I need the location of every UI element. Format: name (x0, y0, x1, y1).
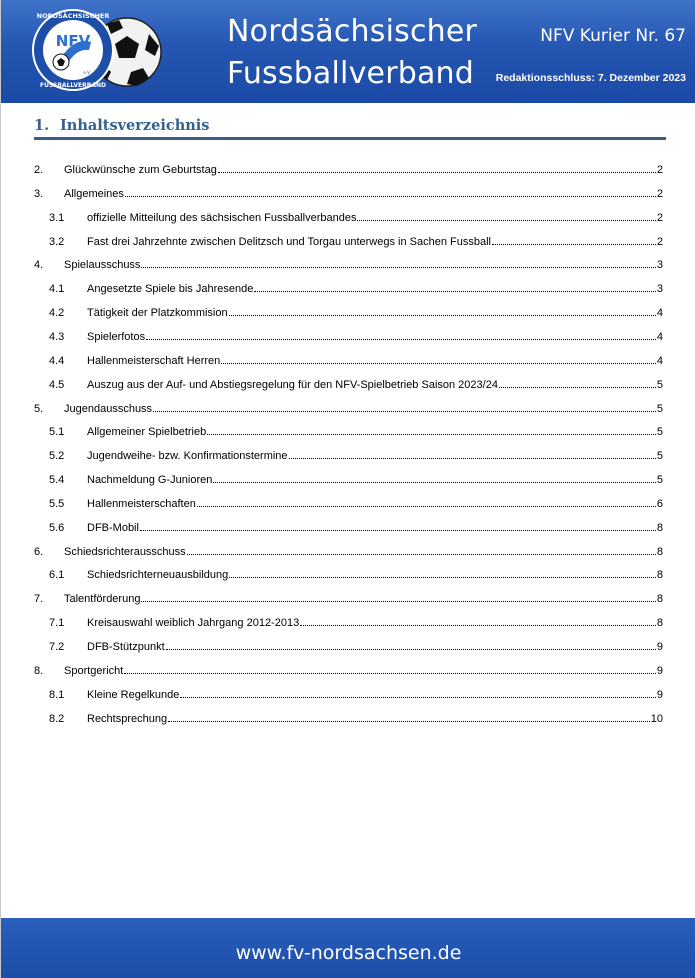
toc-heading (34, 117, 666, 140)
dot-leader (153, 411, 656, 412)
toc-entry-number: 5.2 (49, 450, 65, 462)
toc-entry-label: DFB-Stützpunkt (87, 641, 165, 653)
toc-entry-label: Schiedsrichterneuausbildung (87, 569, 229, 581)
toc-entry[interactable] (34, 160, 663, 176)
dot-leader (166, 649, 656, 650)
toc-entry-page: 2 (656, 212, 663, 224)
toc-entry-number: 8.2 (49, 713, 65, 725)
issue-number: NFV Kurier Nr. 67 (540, 26, 686, 46)
toc-entry-number: 8.1 (49, 689, 65, 701)
toc-entry-page: 6 (656, 498, 663, 510)
toc-entry[interactable] (34, 470, 663, 486)
toc-entry-page: 2 (656, 236, 663, 248)
toc-entry-number: 4. (34, 259, 44, 271)
dot-leader (499, 387, 656, 388)
toc-entry[interactable] (34, 494, 663, 510)
toc-entry-page: 4 (656, 331, 663, 343)
toc-entry-number: 3.1 (49, 212, 65, 224)
dot-leader (357, 220, 655, 221)
dot-leader (141, 267, 655, 268)
page-header (1, 0, 695, 103)
dot-leader (125, 196, 656, 197)
toc-entry[interactable] (34, 303, 663, 319)
toc-entry-number: 7. (34, 593, 44, 605)
toc-entry-label: Spielerfotos (87, 331, 146, 343)
toc-entry-page: 2 (656, 188, 663, 200)
svg-text:NORDSÄCHSISCHER: NORDSÄCHSISCHER (36, 12, 110, 20)
toc-heading-number: 1. (34, 117, 50, 134)
footer-website-link[interactable]: www.fv-nordsachsen.de (235, 942, 462, 964)
toc-entry-number: 7.1 (49, 617, 65, 629)
toc-entry[interactable] (34, 351, 663, 367)
dot-leader (168, 721, 650, 722)
toc-entry-number: 7.2 (49, 641, 65, 653)
dot-leader (492, 244, 656, 245)
toc-entry[interactable] (34, 184, 663, 200)
toc-entry-label: Kreisauswahl weiblich Jahrgang 2012-2013 (87, 617, 300, 629)
toc-entry-page: 2 (656, 164, 663, 176)
toc-entry-label: Fast drei Jahrzehnte zwischen Delitzsch und Torgau unterwegs in Sachen Fussball (87, 236, 491, 248)
toc-entry-page: 5 (656, 474, 663, 486)
toc-entry[interactable] (34, 327, 663, 343)
toc-entry[interactable] (34, 399, 663, 415)
toc-entry-number: 5. (34, 403, 44, 415)
toc-heading-text: Inhaltsverzeichnis (60, 117, 210, 134)
toc-entry-page: 4 (656, 307, 663, 319)
toc-entry-page: 3 (656, 259, 663, 271)
toc-entry[interactable] (34, 565, 663, 581)
toc-entry-number: 5.6 (49, 522, 65, 534)
toc-entry[interactable] (34, 613, 663, 629)
dot-leader (289, 458, 656, 459)
football-club-logo-icon (31, 6, 163, 94)
toc-entry-label: Talentförderung (64, 593, 141, 605)
toc-entry-label: Allgemeiner Spielbetrieb (87, 426, 207, 438)
toc-entry[interactable] (34, 661, 663, 677)
toc-entry-label: Jugendweihe- bzw. Konfirmationstermine (87, 450, 288, 462)
toc-entry[interactable] (34, 422, 663, 438)
toc-entry-page: 5 (656, 403, 663, 415)
toc-entry-page: 8 (656, 593, 663, 605)
toc-entry-page: 8 (656, 617, 663, 629)
toc-entry-page: 5 (656, 450, 663, 462)
toc-entry[interactable] (34, 279, 663, 295)
toc-entry[interactable] (34, 518, 663, 534)
toc-entry-page: 9 (656, 641, 663, 653)
toc-entry[interactable] (34, 709, 663, 725)
toc-entry-label: Angesetzte Spiele bis Jahresende (87, 283, 254, 295)
toc-entry[interactable] (34, 542, 663, 558)
toc-entry-number: 4.3 (49, 331, 65, 343)
dot-leader (124, 673, 656, 674)
dot-leader (254, 291, 656, 292)
toc-entry-label: Glückwünsche zum Geburtstag (64, 164, 217, 176)
toc-entry-page: 4 (656, 355, 663, 367)
toc-entry-number: 5.4 (49, 474, 65, 486)
dot-leader (207, 434, 656, 435)
toc-entry-label: Kleine Regelkunde (87, 689, 180, 701)
page-footer (1, 918, 695, 978)
toc-entry-label: Schiedsrichterausschuss (64, 546, 186, 558)
toc-entry-label: Tätigkeit der Platzkommision (87, 307, 228, 319)
toc-entry-page: 9 (656, 665, 663, 677)
toc-entry-page: 8 (656, 569, 663, 581)
toc-entry-label: offizielle Mitteilung des sächsischen Fussballverbandes (87, 212, 357, 224)
toc-entry-number: 4.5 (49, 379, 65, 391)
toc-entry-label: Allgemeines (64, 188, 124, 200)
dot-leader (229, 577, 656, 578)
dot-leader (141, 601, 655, 602)
toc-entry-label: Spielausschuss (64, 259, 141, 271)
toc-entry-label: Hallenmeisterschaft Herren (87, 355, 221, 367)
toc-entry[interactable] (34, 208, 663, 224)
dot-leader (180, 697, 656, 698)
dot-leader (197, 506, 656, 507)
toc-entry-page: 10 (650, 713, 663, 725)
toc-entry-page: 9 (656, 689, 663, 701)
toc-entry-page: 8 (656, 522, 663, 534)
toc-entry-number: 8. (34, 665, 44, 677)
toc-entry-label: Nachmeldung G-Junioren (87, 474, 213, 486)
dot-leader (221, 363, 656, 364)
toc-entry-number: 4.1 (49, 283, 65, 295)
toc-entry-number: 4.2 (49, 307, 65, 319)
toc-entry-number: 4.4 (49, 355, 65, 367)
dot-leader (300, 625, 656, 626)
toc-entry[interactable] (34, 637, 663, 653)
toc-entry[interactable] (34, 685, 663, 701)
toc-entry-page: 5 (656, 426, 663, 438)
toc-entry-page: 3 (656, 283, 663, 295)
toc-entry-number: 6.1 (49, 569, 65, 581)
toc-entry[interactable] (34, 589, 663, 605)
toc-entry[interactable] (34, 255, 663, 271)
toc-entry[interactable] (34, 446, 663, 462)
toc-entry-label: Rechtsprechung (87, 713, 168, 725)
dot-leader (213, 482, 656, 483)
toc-entry-number: 3.2 (49, 236, 65, 248)
svg-text:e.V.: e.V. (83, 70, 91, 75)
toc-entry-number: 2. (34, 164, 44, 176)
dot-leader (187, 554, 656, 555)
editorial-deadline: Redaktionsschluss: 7. Dezember 2023 (495, 72, 686, 84)
toc-entry[interactable] (34, 375, 663, 391)
federation-title-line-1: Nordsächsischer (227, 14, 478, 49)
dot-leader (146, 339, 656, 340)
dot-leader (140, 530, 656, 531)
toc-entry-label: Jugendausschuss (64, 403, 153, 415)
toc-entry-page: 8 (656, 546, 663, 558)
toc-entry-label: Hallenmeisterschaften (87, 498, 196, 510)
dot-leader (229, 315, 656, 316)
toc-entry-label: DFB-Mobil (87, 522, 139, 534)
federation-title-line-2: Fussballverband (227, 56, 475, 91)
toc-entry-number: 3. (34, 188, 44, 200)
dot-leader (218, 172, 656, 173)
toc-entry[interactable] (34, 232, 663, 248)
toc-entry-label: Sportgericht (64, 665, 124, 677)
svg-text:NFV: NFV (55, 32, 91, 50)
toc-entry-number: 5.1 (49, 426, 65, 438)
toc-entry-label: Auszug aus der Auf- und Abstiegsregelung für den NFV-Spielbetrieb Saison 2023/24 (87, 379, 498, 391)
toc-entry-number: 6. (34, 546, 44, 558)
svg-text:FUSSBALLVERBAND: FUSSBALLVERBAND (40, 82, 106, 89)
toc-entry-page: 5 (656, 379, 663, 391)
toc-entry-number: 5.5 (49, 498, 65, 510)
